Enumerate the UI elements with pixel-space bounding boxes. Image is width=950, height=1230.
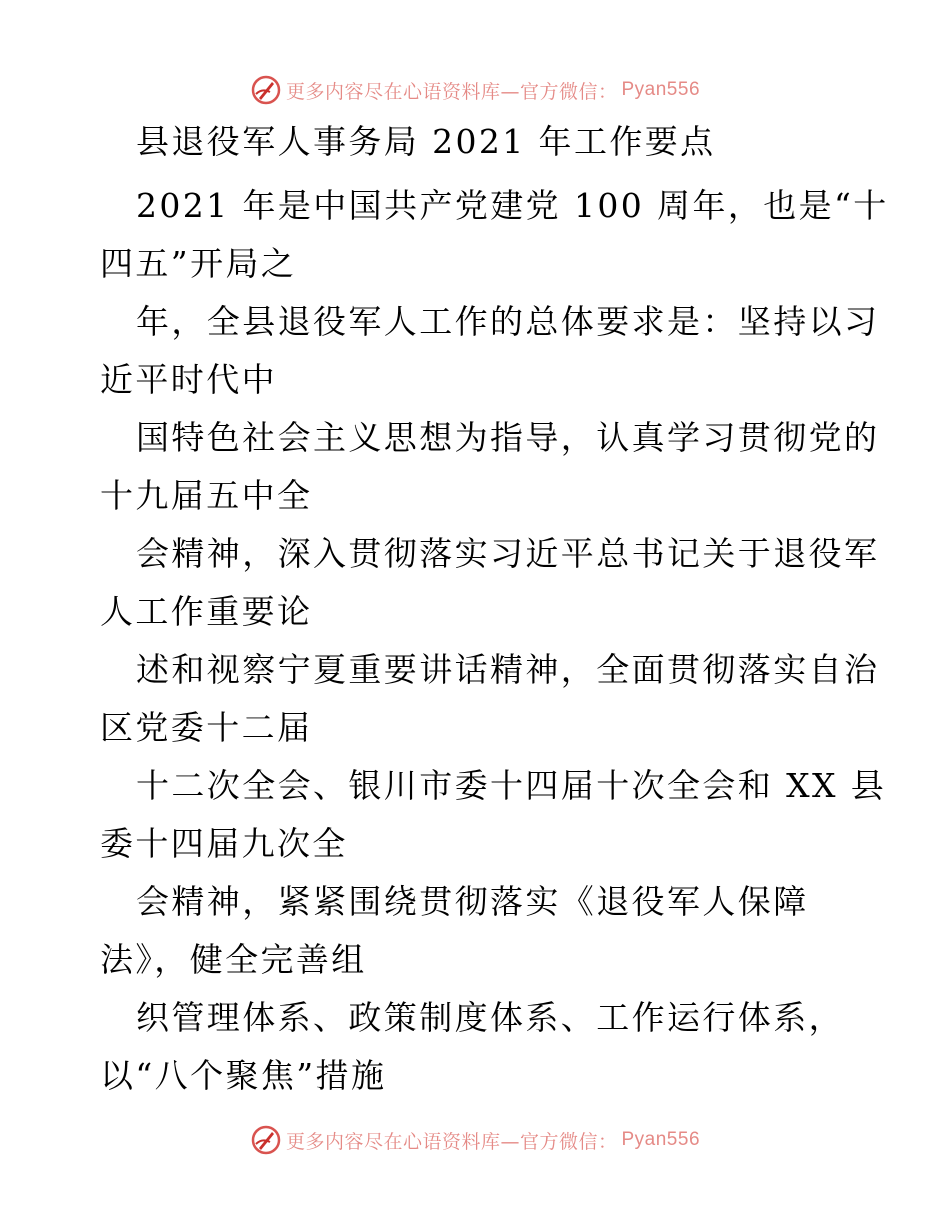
paragraph-line: 以“八个聚焦”措施 bbox=[100, 1056, 387, 1095]
paragraph-line: 区党委十二届 bbox=[100, 708, 313, 747]
paragraph-line: 会精神，紧紧围绕贯彻落实《退役军人保障 bbox=[136, 882, 809, 921]
quill-pen-logo-icon bbox=[250, 1124, 282, 1156]
paragraph-line: 委十四届九次全 bbox=[100, 824, 348, 863]
watermark-text: 更多内容尽在心语资料库—官方微信： bbox=[285, 80, 618, 103]
watermark-banner-top bbox=[0, 70, 950, 110]
watermark-wechat-id: Pyan556 bbox=[621, 1129, 701, 1150]
paragraph-line: 会精神，深入贯彻落实习近平总书记关于退役军 bbox=[136, 534, 880, 573]
paragraph-line: 四五”开局之 bbox=[100, 244, 297, 283]
paragraph-line: 十九届五中全 bbox=[100, 476, 313, 515]
paragraph-line: 法》，健全完善组 bbox=[100, 940, 367, 979]
paragraph-line: 2021 年是中国共产党建党 100 周年，也是“十 bbox=[136, 186, 889, 225]
paragraph-line: 织管理体系、政策制度体系、工作运行体系， bbox=[136, 998, 844, 1037]
paragraph-line: 十二次全会、银川市委十四届十次全会和 XX 县 bbox=[136, 766, 887, 805]
watermark-text: 更多内容尽在心语资料库—官方微信： bbox=[285, 1130, 618, 1153]
document-title: 县退役军人事务局 2021 年工作要点 bbox=[136, 122, 716, 161]
paragraph-line: 人工作重要论 bbox=[100, 592, 313, 631]
paragraph-line: 近平时代中 bbox=[100, 360, 277, 399]
paragraph-line: 述和视察宁夏重要讲话精神，全面贯彻落实自治 bbox=[136, 650, 880, 689]
quill-pen-logo-icon bbox=[250, 74, 282, 106]
paragraph-line: 国特色社会主义思想为指导，认真学习贯彻党的 bbox=[136, 418, 880, 457]
paragraph-line: 年，全县退役军人工作的总体要求是：坚持以习 bbox=[136, 302, 880, 341]
watermark-banner-bottom bbox=[0, 1120, 950, 1160]
watermark-wechat-id: Pyan556 bbox=[621, 79, 701, 100]
